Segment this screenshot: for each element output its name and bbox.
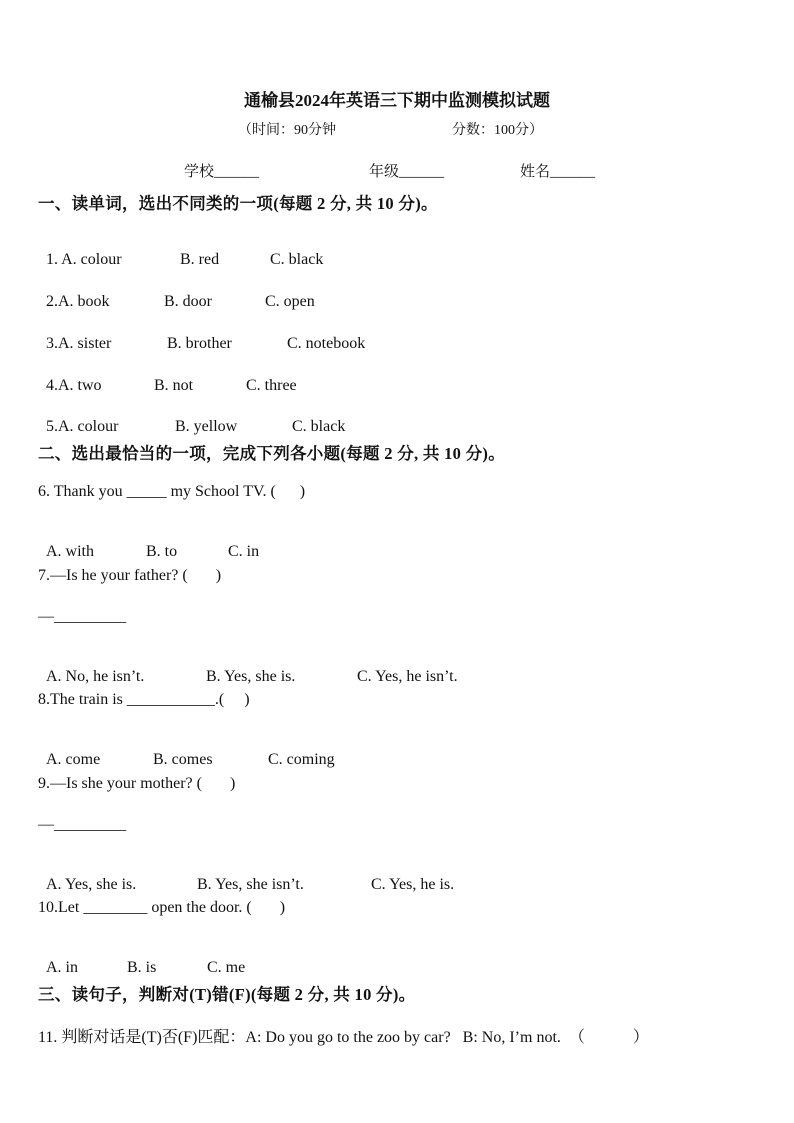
option-b: B. comes	[153, 751, 213, 768]
exam-score: 分数：100分）	[452, 123, 543, 138]
question-9-options	[38, 858, 454, 894]
option-c: C. coming	[268, 751, 335, 768]
question-7-answer-blank: —_________	[38, 608, 126, 625]
question-8-stem: 8.The train is ___________.( )	[38, 691, 250, 708]
exam-time: （时间：90分钟	[238, 123, 336, 138]
option-a: 1. A. colour	[46, 251, 122, 268]
section-heading-1: 一、读单词，选出不同类的一项(每题 2 分, 共 10 分)。	[38, 194, 438, 213]
option-a: A. No, he isn’t.	[46, 668, 145, 685]
section-heading-3: 三、读句子，判断对(T)错(F)(每题 2 分, 共 10 分)。	[38, 985, 416, 1004]
question-6-options	[38, 525, 259, 561]
option-b: B. not	[154, 377, 194, 394]
option-c: C. open	[265, 293, 315, 310]
option-a: 2.A. book	[46, 293, 110, 310]
option-a: 4.A. two	[46, 377, 102, 394]
option-a: A. come	[46, 751, 101, 768]
option-b: B. is	[127, 959, 157, 976]
question-7-stem: 7.—Is he your father? ( )	[38, 567, 222, 584]
question-3	[38, 317, 365, 353]
option-b: B. Yes, she isn’t.	[197, 876, 304, 893]
question-1	[38, 233, 323, 269]
question-10-options	[38, 941, 245, 977]
option-b: B. red	[180, 251, 220, 268]
option-a: 3.A. sister	[46, 335, 112, 352]
question-9-stem: 9.—Is she your mother? ( )	[38, 775, 236, 792]
option-c: C. black	[292, 418, 346, 435]
option-b: B. to	[146, 543, 178, 560]
option-c: C. Yes, he isn’t.	[357, 668, 458, 685]
question-8-options	[38, 733, 335, 769]
option-c: C. me	[207, 959, 246, 976]
question-2	[38, 275, 315, 311]
question-9-answer-blank: —_________	[38, 816, 126, 833]
option-c: C. Yes, he is.	[371, 876, 455, 893]
option-a: 5.A. colour	[46, 418, 119, 435]
question-11-stem: 11. 判断对话是(T)否(F)匹配：A: Do you go to the zoo by car? B: No, I’m not. （ ）	[38, 1029, 649, 1046]
option-c: C. in	[228, 543, 260, 560]
name-field: 姓名______	[520, 164, 596, 180]
option-a: A. Yes, she is.	[46, 876, 137, 893]
question-5	[38, 400, 345, 436]
option-b: B. door	[164, 293, 212, 310]
option-b: B. Yes, she is.	[206, 668, 296, 685]
option-a: A. in	[46, 959, 78, 976]
option-c: C. three	[246, 377, 297, 394]
page-title: 通榆县2024年英语三下期中监测模拟试题	[244, 91, 550, 110]
section-heading-2: 二、选出最恰当的一项，完成下列各小题(每题 2 分, 共 10 分)。	[38, 444, 505, 463]
option-c: C. notebook	[287, 335, 366, 352]
option-b: B. yellow	[175, 418, 238, 435]
grade-field: 年级______	[369, 164, 445, 180]
question-7-options	[38, 650, 458, 686]
option-c: C. black	[270, 251, 324, 268]
option-b: B. brother	[167, 335, 232, 352]
question-6-stem: 6. Thank you _____ my School TV. ( )	[38, 483, 306, 500]
option-a: A. with	[46, 543, 94, 560]
school-field: 学校______	[184, 164, 260, 180]
question-4	[38, 359, 297, 395]
question-10-stem: 10.Let ________ open the door. ( )	[38, 899, 286, 916]
